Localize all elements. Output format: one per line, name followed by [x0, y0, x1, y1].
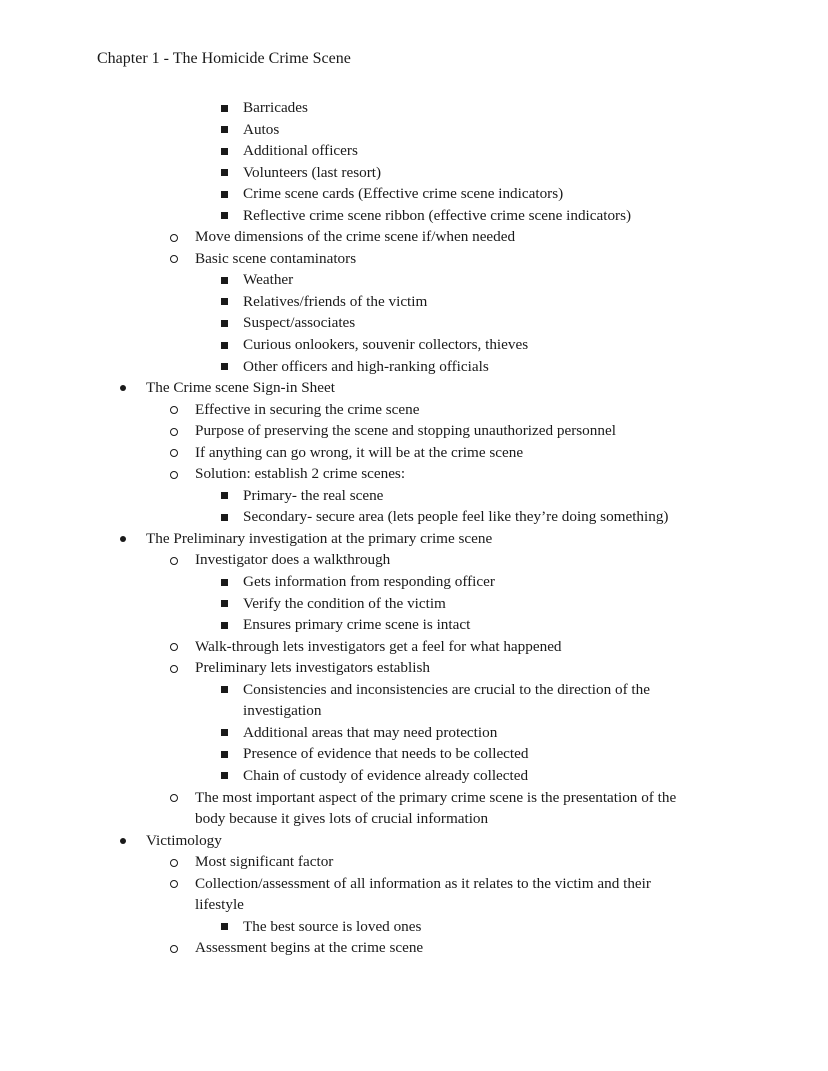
- list-item: [0, 528, 828, 550]
- bullet-dot-icon: [120, 838, 126, 844]
- list-item-text: The Preliminary investigation at the primary crime scene: [146, 529, 493, 547]
- bullet-circle-icon: [170, 234, 178, 242]
- bullet-circle-icon: [170, 859, 178, 867]
- bullet-square-icon: [221, 600, 228, 607]
- list-item-text: Walk-through lets investigators get a feel for what happened: [195, 637, 562, 655]
- bullet-circle-icon: [170, 557, 178, 565]
- list-item-text: Additional areas that may need protection: [243, 723, 498, 741]
- list-item-text: Move dimensions of the crime scene if/when needed: [195, 228, 516, 246]
- bullet-square-icon: [221, 492, 228, 499]
- list-item: [0, 226, 828, 248]
- list-item-text: Additional officers: [243, 142, 358, 160]
- list-item: [0, 442, 828, 464]
- list-item: [0, 636, 828, 658]
- list-item-text: Solution: establish 2 crime scenes:: [195, 465, 406, 483]
- list-item: [0, 356, 828, 378]
- bullet-circle-icon: [170, 255, 178, 263]
- bullet-circle-icon: [170, 643, 178, 651]
- bullet-square-icon: [221, 751, 228, 758]
- bullet-circle-icon: [170, 945, 178, 953]
- list-item-text: Primary- the real scene: [243, 486, 384, 504]
- list-item-text: Ensures primary crime scene is intact: [243, 616, 471, 634]
- list-item: [0, 614, 828, 636]
- list-item-text: Gets information from responding officer: [243, 573, 495, 591]
- list-item: [0, 420, 828, 442]
- list-item-text: Crime scene cards (Effective crime scene indicators): [243, 185, 564, 203]
- bullet-square-icon: [221, 363, 228, 370]
- list-item-text: Effective in securing the crime scene: [195, 400, 420, 418]
- list-item: [0, 937, 828, 959]
- list-item: [0, 399, 828, 421]
- list-item-text: Autos: [243, 120, 280, 138]
- bullet-dot-icon: [120, 385, 126, 391]
- bullet-square-icon: [221, 298, 228, 305]
- list-item: [0, 248, 828, 270]
- list-item: [0, 334, 828, 356]
- bullet-square-icon: [221, 169, 228, 176]
- list-item: [0, 873, 828, 895]
- list-item-text: Volunteers (last resort): [243, 163, 382, 181]
- list-item-text: Victimology: [146, 831, 222, 849]
- bullet-dot-icon: [120, 536, 126, 542]
- list-item-text: Chain of custody of evidence already collected: [243, 766, 529, 784]
- list-item: [0, 312, 828, 334]
- list-item: [0, 700, 828, 722]
- list-item: [0, 787, 828, 809]
- list-item-text: Investigator does a walkthrough: [195, 551, 391, 569]
- list-item-text: investigation: [243, 702, 322, 720]
- bullet-square-icon: [221, 148, 228, 155]
- list-item: [0, 205, 828, 227]
- list-item-text: Other officers and high-ranking officials: [243, 357, 489, 375]
- list-item: [0, 679, 828, 701]
- list-item: [0, 377, 828, 399]
- list-item: [0, 808, 828, 830]
- list-item-text: Consistencies and inconsistencies are crucial to the direction of the: [243, 680, 650, 698]
- list-item-text: Barricades: [243, 99, 308, 116]
- bullet-square-icon: [221, 342, 228, 349]
- bullet-square-icon: [221, 320, 228, 327]
- list-item: [0, 657, 828, 679]
- list-item: [0, 97, 828, 119]
- document-title: Chapter 1 - The Homicide Crime Scene: [97, 50, 351, 67]
- list-item: [0, 593, 828, 615]
- bullet-square-icon: [221, 105, 228, 112]
- list-item-text: Purpose of preserving the scene and stopping unauthorized personnel: [195, 422, 616, 440]
- list-item: [0, 463, 828, 485]
- list-item-text: Weather: [243, 271, 294, 289]
- list-item-text: The Crime scene Sign-in Sheet: [146, 379, 335, 397]
- list-item: [0, 743, 828, 765]
- bullet-square-icon: [221, 772, 228, 779]
- list-item: [0, 722, 828, 744]
- list-item-text: Basic scene contaminators: [195, 249, 357, 267]
- list-item: [0, 485, 828, 507]
- bullet-circle-icon: [170, 406, 178, 414]
- list-item-text: The most important aspect of the primary crime scene is the presentation of the: [195, 788, 677, 806]
- list-item-text: Presence of evidence that needs to be collected: [243, 745, 529, 763]
- list-item-text: Curious onlookers, souvenir collectors, thieves: [243, 336, 529, 354]
- bullet-circle-icon: [170, 471, 178, 479]
- bullet-circle-icon: [170, 428, 178, 436]
- bullet-square-icon: [221, 212, 228, 219]
- list-item: [0, 119, 828, 141]
- bullet-square-icon: [221, 686, 228, 693]
- list-item: [0, 269, 828, 291]
- list-item-text: body because it gives lots of crucial information: [195, 810, 489, 828]
- list-item: [0, 894, 828, 916]
- list-item-text: The best source is loved ones: [243, 917, 422, 935]
- list-item-text: Reflective crime scene ribbon (effective crime scene indicators): [243, 206, 632, 224]
- bullet-square-icon: [221, 126, 228, 133]
- bullet-circle-icon: [170, 880, 178, 888]
- list-item-text: Relatives/friends of the victim: [243, 292, 428, 310]
- list-item-text: Most significant factor: [195, 853, 334, 871]
- bullet-square-icon: [221, 579, 228, 586]
- list-item-text: If anything can go wrong, it will be at the crime scene: [195, 443, 524, 461]
- list-item: [0, 162, 828, 184]
- list-item: [0, 851, 828, 873]
- bullet-circle-icon: [170, 449, 178, 457]
- list-item: [0, 571, 828, 593]
- list-item: [0, 291, 828, 313]
- list-item: [0, 506, 828, 528]
- bullet-circle-icon: [170, 794, 178, 802]
- bullet-square-icon: [221, 729, 228, 736]
- list-item: [0, 765, 828, 787]
- list-item: [0, 916, 828, 938]
- list-item: [0, 549, 828, 571]
- bullet-list: [0, 97, 828, 959]
- bullet-square-icon: [221, 923, 228, 930]
- list-item: [0, 830, 828, 852]
- bullet-square-icon: [221, 277, 228, 284]
- bullet-square-icon: [221, 191, 228, 198]
- list-item-text: lifestyle: [195, 896, 244, 914]
- bullet-square-icon: [221, 514, 228, 521]
- list-item: [0, 140, 828, 162]
- list-item-text: Assessment begins at the crime scene: [195, 939, 424, 957]
- list-item-text: Preliminary lets investigators establish: [195, 659, 430, 677]
- list-item-text: Verify the condition of the victim: [243, 594, 446, 612]
- list-item: [0, 183, 828, 205]
- list-item-text: Secondary- secure area (lets people feel like they’re doing something): [243, 508, 669, 526]
- bullet-circle-icon: [170, 665, 178, 673]
- list-item-text: Suspect/associates: [243, 314, 356, 332]
- bullet-square-icon: [221, 622, 228, 629]
- list-item-text: Collection/assessment of all information as it relates to the victim and their: [195, 874, 651, 892]
